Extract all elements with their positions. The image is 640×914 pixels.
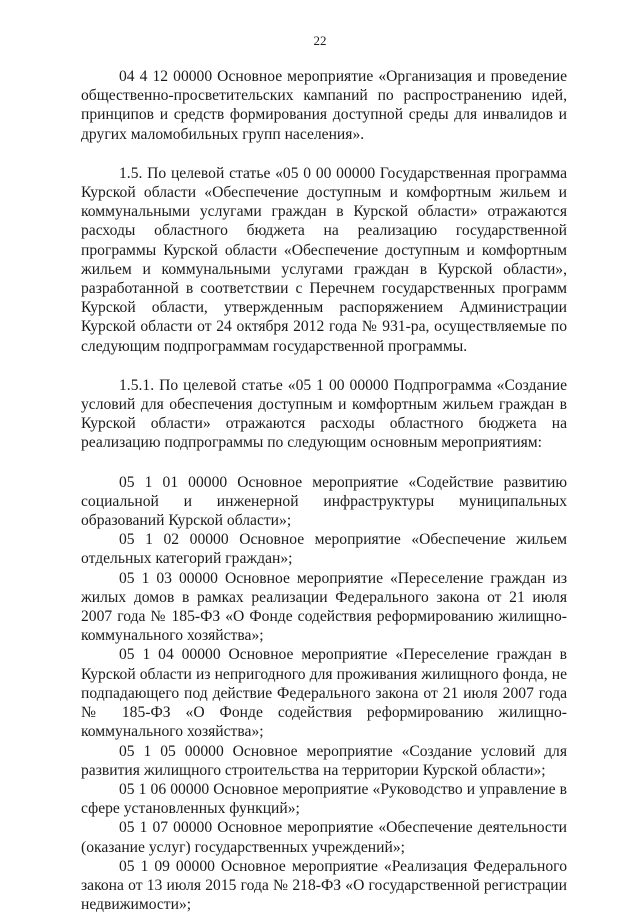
paragraph-section-1-5: 1.5. По целевой статье «05 0 00 00000 Государственная программа Курской области «Обеспечение доступным и комфортным жильем и коммунальными услугами граждан в Курской области» отражаются расходы областного бюджета на реализацию государственной программы Курской области «Обеспечение доступным и комфортным жильем и коммунальными услугами граждан в Курской области», разработанной в соответствии с Перечнем государственных программ Курской области, утвержденным распоряжением Администрации Курской области от 24 октября 2012 года № 931-ра, осуществляемые по следующим подпрограммам государственной программы. xyxy=(81,164,567,355)
page-number: 22 xyxy=(313,33,327,48)
list-item-0510400000: 05 1 04 00000 Основное мероприятие «Переселение граждан в Курской области из непригодного для проживания жилищного фонда, не подпадающего под действие Федерального закона от 21 июля 2007 года № 185-ФЗ «О Фонде содействия реформированию жилищно-коммунального хозяйства»; xyxy=(81,646,567,741)
document-body xyxy=(81,67,567,914)
paragraph-section-1-5-1: 1.5.1. По целевой статье «05 1 00 00000 Подпрограмма «Создание условий для обеспечения доступным и комфортным жильем граждан в Курской области» отражаются расходы областного бюджета на реализацию подпрограммы по следующим основным мероприятиям: xyxy=(81,376,567,452)
list-item-0510700000: 05 1 07 00000 Основное мероприятие «Обеспечение деятельности (оказание услуг) государственных учреждений»; xyxy=(81,819,567,856)
list-item-0510100000: 05 1 01 00000 Основное мероприятие «Содействие развитию социальной и инженерной инфраструктуры муниципальных образований Курской области»; xyxy=(81,473,567,530)
list-item-0510500000: 05 1 05 00000 Основное мероприятие «Создание условий для развития жилищного строительства на территории Курской области»; xyxy=(81,742,567,779)
list-item-0510300000: 05 1 03 00000 Основное мероприятие «Переселение граждан из жилых домов в рамках реализации Федерального закона от 21 июля 2007 года № 185-ФЗ «О Фонде содействия реформированию жилищно-коммунального хозяйства»; xyxy=(81,569,567,645)
list-item-0510900000: 05 1 09 00000 Основное мероприятие «Реализация Федерального закона от 13 июля 2015 года № 218-ФЗ «О государственной регистрации недвижимости»; xyxy=(81,857,567,914)
paragraph-0441200000: 04 4 12 00000 Основное мероприятие «Организация и проведение общественно-просветительских кампаний по распространению идей, принципов и средств формирования доступной среды для инвалидов и других маломобильных групп населения». xyxy=(81,68,567,143)
list-item-0510200000: 05 1 02 00000 Основное мероприятие «Обеспечение жильем отдельных категорий граждан»; xyxy=(81,531,567,568)
list-item-0510600000: 05 1 06 00000 Основное мероприятие «Руководство и управление в сфере установленных функций»; xyxy=(81,780,567,818)
